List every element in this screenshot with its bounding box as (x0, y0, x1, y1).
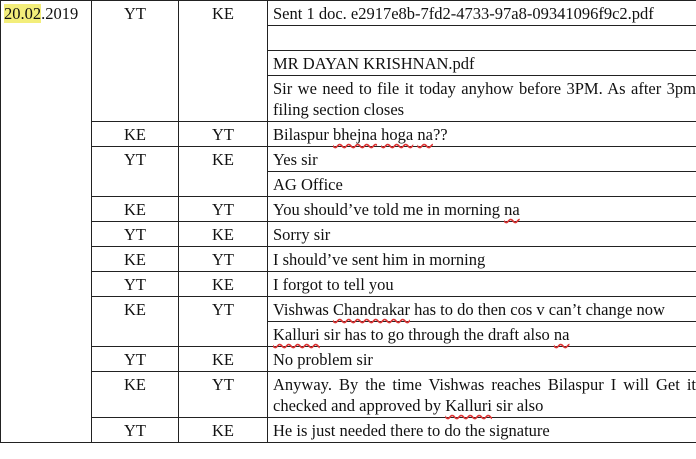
recipient-cell: YT (179, 297, 268, 347)
message-cell (268, 222, 696, 247)
flagged-word: bhejna (333, 125, 378, 144)
flagged-word: na (553, 325, 570, 344)
date-cell (1, 1, 92, 443)
message-text: I forgot to tell you (273, 275, 394, 294)
message-cell (268, 347, 696, 372)
date-highlighted: 20.02 (4, 4, 42, 23)
recipient-cell: KE (179, 222, 268, 247)
message-cell (268, 172, 696, 197)
message-cell (268, 1, 696, 26)
message-row (1, 272, 696, 297)
message-text: You should’ve told me in morning (273, 200, 505, 219)
recipient-cell: KE (179, 418, 268, 443)
recipient-cell: KE (179, 272, 268, 297)
recipient-cell: KE (179, 1, 268, 122)
message-cell (268, 51, 696, 76)
flagged-word: hoga (381, 125, 414, 144)
message-cell (268, 322, 696, 347)
message-text: Sent 1 doc. e2917e8b-7fd2-4733-97a8-09341096f9c2.pdf (273, 4, 654, 23)
recipient-cell: YT (179, 122, 268, 147)
message-text: Vishwas (273, 300, 333, 319)
message-text: has to do then cos v can’t change now (409, 300, 665, 319)
sender-cell: KE (92, 122, 179, 147)
sender-cell: YT (92, 418, 179, 443)
message-text: sir has to go through the draft also (319, 325, 554, 344)
message-text: Bilaspur (273, 125, 334, 144)
message-text: He is just needed there to do the signature (273, 421, 550, 440)
sender-cell: YT (92, 272, 179, 297)
sender-cell: KE (92, 197, 179, 222)
message-text: No problem sir (273, 350, 373, 369)
sender-cell: YT (92, 147, 179, 197)
message-text: Yes sir (273, 150, 318, 169)
message-cell (268, 122, 696, 147)
message-cell (268, 247, 696, 272)
sender-cell: KE (92, 372, 179, 418)
message-cell (268, 147, 696, 172)
flagged-word: Kalluri (445, 396, 493, 415)
message-text: ?? (432, 125, 448, 144)
message-row (1, 222, 696, 247)
flagged-word: na (504, 200, 520, 219)
recipient-cell: KE (179, 147, 268, 197)
message-text: AG Office (273, 175, 343, 194)
sender-cell: YT (92, 1, 179, 122)
flagged-word: na (417, 125, 433, 144)
message-text: Anyway. By the time Vishwas reaches Bilaspur I will Get it checked and approved by (273, 375, 696, 415)
message-cell (268, 26, 696, 51)
message-cell (268, 197, 696, 222)
message-row (1, 147, 696, 172)
flagged-word: Chandrakar (332, 300, 410, 319)
message-cell (268, 272, 696, 297)
message-row (1, 122, 696, 147)
message-text: Sorry sir (273, 225, 331, 244)
message-text: MR DAYAN KRISHNAN.pdf (273, 54, 475, 73)
message-cell (268, 297, 696, 322)
message-row (1, 247, 696, 272)
message-row (1, 418, 696, 443)
recipient-cell: KE (179, 347, 268, 372)
message-text: I should’ve sent him in morning (273, 250, 486, 269)
message-cell (268, 418, 696, 443)
recipient-cell: YT (179, 247, 268, 272)
flagged-word: Kalluri (273, 325, 320, 344)
sender-cell: KE (92, 247, 179, 272)
transcript-body (1, 1, 696, 443)
message-row (1, 197, 696, 222)
message-row (1, 1, 696, 26)
message-row (1, 372, 696, 418)
recipient-cell: YT (179, 197, 268, 222)
message-text: Sir we need to file it today anyhow before 3PM. As after 3pm filing section closes (273, 79, 696, 119)
message-row (1, 297, 696, 322)
message-row (1, 347, 696, 372)
message-text: sir also (492, 396, 544, 415)
message-cell (268, 76, 696, 122)
sender-cell: YT (92, 347, 179, 372)
date-year: .2019 (41, 4, 79, 23)
sender-cell: KE (92, 297, 179, 347)
message-cell (268, 372, 696, 418)
recipient-cell: YT (179, 372, 268, 418)
sender-cell: YT (92, 222, 179, 247)
